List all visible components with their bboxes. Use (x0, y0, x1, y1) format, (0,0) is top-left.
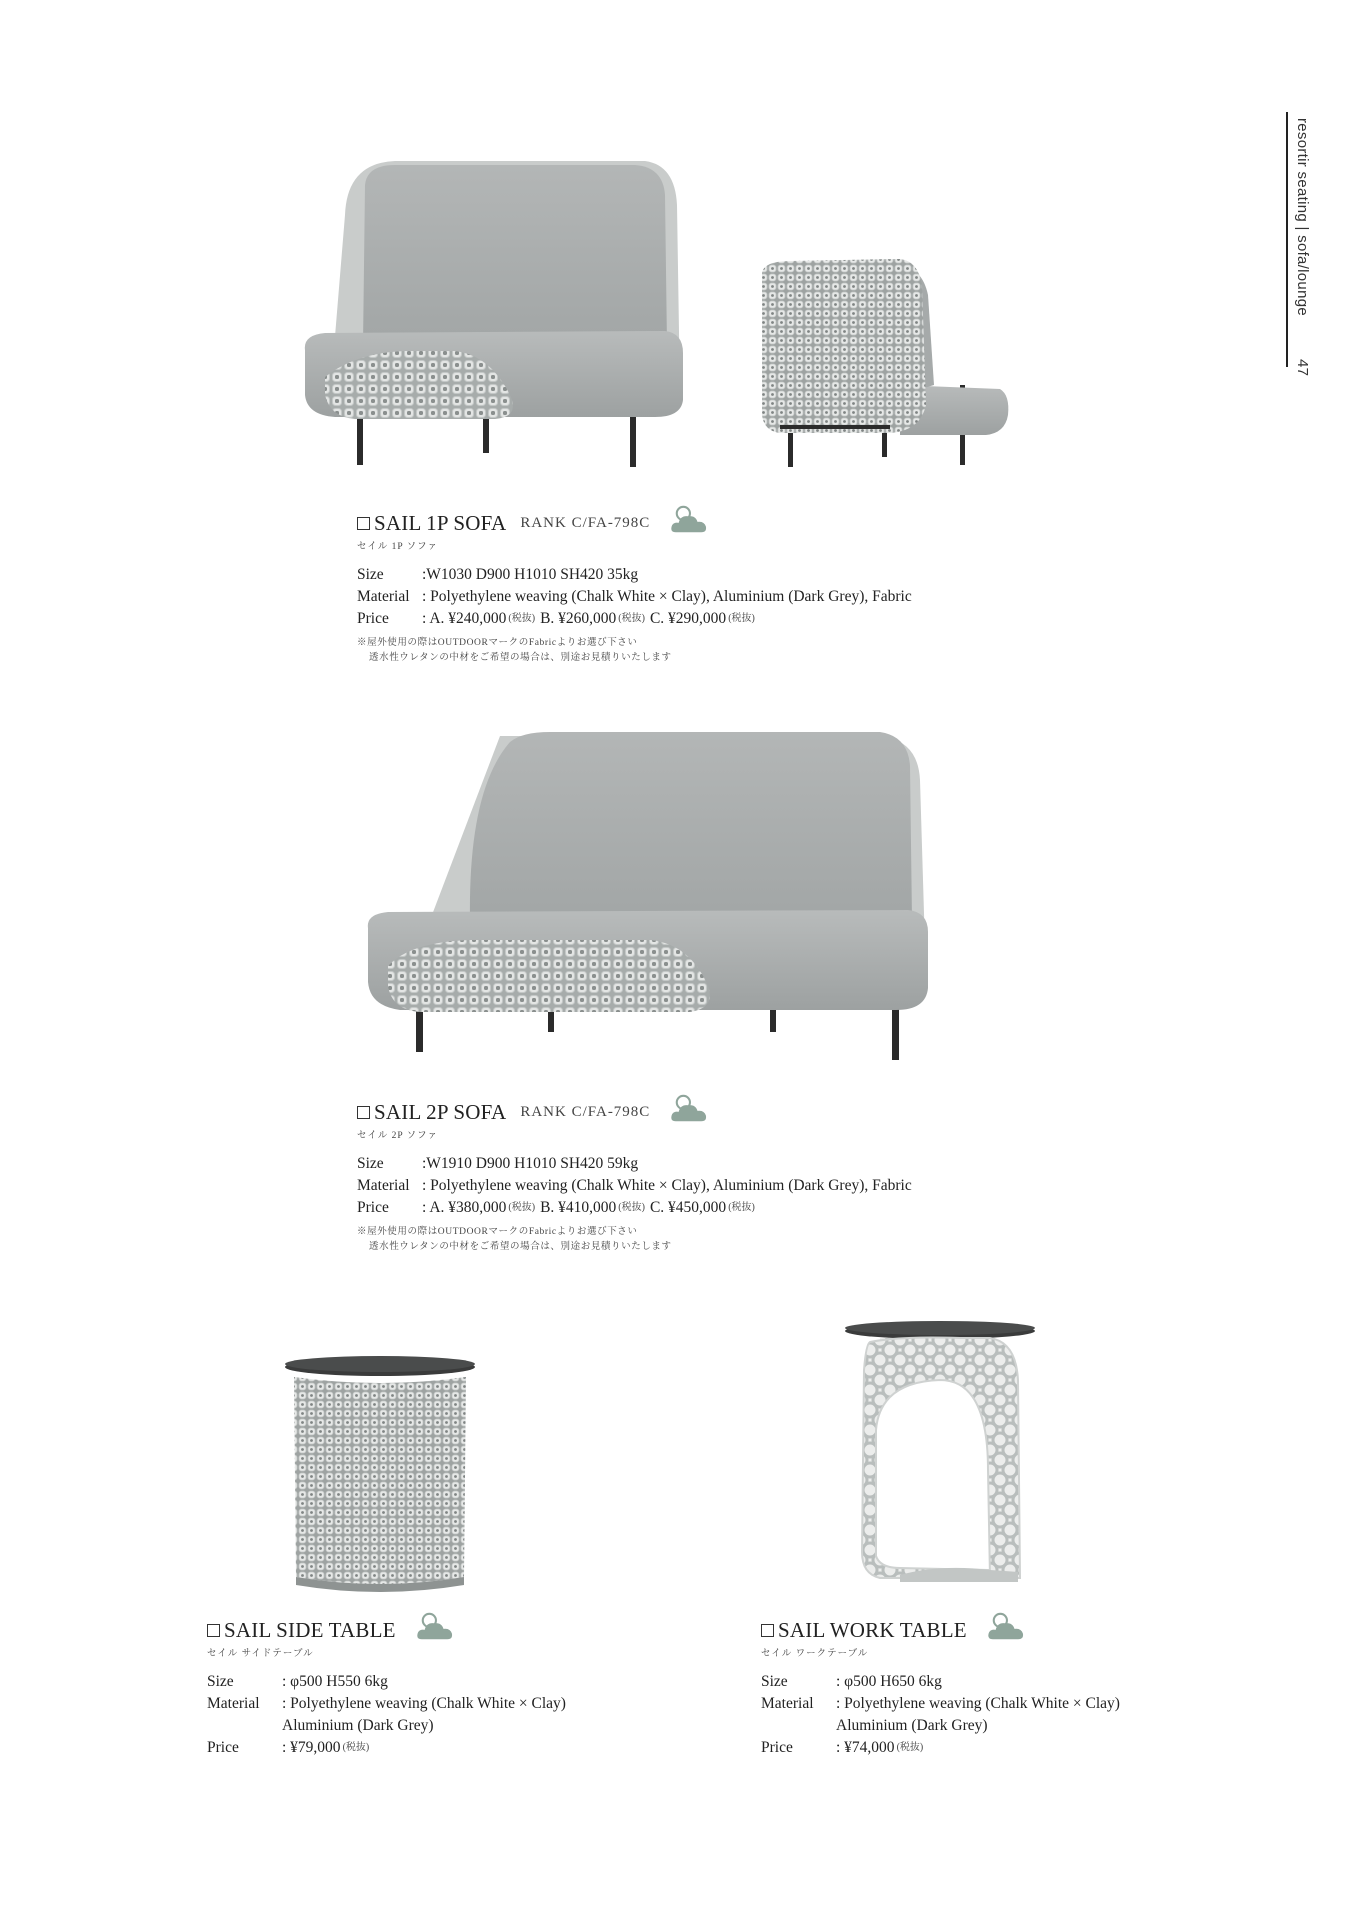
spec-label: Price (357, 610, 389, 627)
price-b: B. ¥410,000 (540, 1199, 617, 1216)
spec-label: Material (207, 1695, 260, 1712)
sail-work-table-image (840, 1320, 1040, 1595)
spec-price (761, 1737, 1120, 1759)
spec-value: : Polyethylene weaving (Chalk White × Clay) (282, 1695, 566, 1712)
note-line: 透水性ウレタンの中材をご希望の場合は、別途お見積りいたします (369, 653, 672, 663)
sail-1p-sofa-back-image (750, 255, 1010, 475)
spec-value: : φ500 H550 6kg (282, 1673, 388, 1690)
checkbox[interactable] (761, 1624, 774, 1637)
side-header (1294, 118, 1311, 376)
price-tax: (税抜) (896, 1742, 924, 1753)
checkbox[interactable] (207, 1624, 220, 1637)
product-rank: RANK C/FA-798C (520, 515, 651, 531)
spec-label: Size (761, 1673, 788, 1690)
product-jp-name: セイル 1P ソファ (357, 542, 438, 552)
spec-material (207, 1693, 566, 1715)
price: : ¥79,000 (282, 1739, 341, 1756)
price-a: : A. ¥380,000 (422, 1199, 507, 1216)
price-tax: (税抜) (342, 1742, 370, 1753)
cloud-sun-icon (416, 1611, 454, 1643)
product-title: SAIL 2P SOFA (374, 1100, 507, 1124)
product-jp-name: セイル ワークテーブル (761, 1649, 869, 1659)
price: : ¥74,000 (836, 1739, 895, 1756)
spec-value: Aluminium (Dark Grey) (282, 1717, 434, 1734)
spec-price (357, 608, 912, 630)
spec-value: : Polyethylene weaving (Chalk White × Clay) (836, 1695, 1120, 1712)
spec-material (357, 1175, 912, 1197)
spec-value: :W1910 D900 H1010 SH420 59kg (422, 1155, 639, 1172)
spec-price (357, 1197, 912, 1219)
spec-label: Price (357, 1199, 389, 1216)
product-jp-name: セイル 2P ソファ (357, 1131, 438, 1141)
price-c: C. ¥290,000 (649, 610, 727, 627)
note-line: ※屋外使用の際はOUTDOORマークのFabricよりお選び下さい (357, 1227, 638, 1237)
cloud-sun-icon (987, 1611, 1025, 1643)
cloud-sun-icon (670, 1093, 708, 1125)
price-tax: (税抜) (618, 1202, 645, 1213)
side-header-text: resortir seating | sofa/lounge (1294, 118, 1311, 317)
sail-1p-sofa-front-image (295, 155, 695, 475)
spec-label: Price (207, 1739, 239, 1756)
product-sail-work-table (761, 1618, 1120, 1759)
spec-material-line2 (207, 1715, 566, 1737)
checkbox[interactable] (357, 517, 370, 530)
product-sail-2p-sofa (357, 1100, 912, 1255)
product-jp-name: セイル サイドテーブル (207, 1649, 314, 1659)
sail-side-table-image (280, 1355, 480, 1595)
spec-size (761, 1671, 1120, 1693)
price-tax: (税抜) (508, 1202, 536, 1213)
spec-label: Size (357, 566, 384, 583)
side-rule (1286, 112, 1288, 367)
price-tax: (税抜) (508, 613, 536, 624)
product-sail-side-table (207, 1618, 566, 1759)
checkbox[interactable] (357, 1106, 370, 1119)
cloud-sun-icon (670, 504, 708, 536)
spec-value: : Polyethylene weaving (Chalk White × Clay), Aluminium (Dark Grey), Fabric (422, 1177, 912, 1194)
page-number: 47 (1294, 358, 1311, 377)
spec-label: Size (357, 1155, 384, 1172)
product-sail-1p-sofa (357, 511, 912, 666)
price-a: : A. ¥240,000 (422, 610, 507, 627)
product-rank: RANK C/FA-798C (520, 1104, 651, 1120)
spec-size (357, 564, 912, 586)
spec-label: Material (357, 588, 410, 605)
note-line: ※屋外使用の際はOUTDOORマークのFabricよりお選び下さい (357, 638, 638, 648)
spec-material-line2 (761, 1715, 1120, 1737)
note-line: 透水性ウレタンの中材をご希望の場合は、別途お見積りいたします (369, 1242, 672, 1252)
spec-label: Material (761, 1695, 814, 1712)
spec-value: : Polyethylene weaving (Chalk White × Clay), Aluminium (Dark Grey), Fabric (422, 588, 912, 605)
price-b: B. ¥260,000 (540, 610, 617, 627)
product-note (357, 1225, 912, 1255)
product-title: SAIL 1P SOFA (374, 511, 507, 535)
product-note (357, 636, 912, 666)
spec-size (357, 1153, 912, 1175)
spec-value: :W1030 D900 H1010 SH420 35kg (422, 566, 639, 583)
sail-2p-sofa-image (360, 730, 960, 1070)
spec-label: Price (761, 1739, 793, 1756)
product-title: SAIL SIDE TABLE (224, 1618, 396, 1642)
spec-value: : φ500 H650 6kg (836, 1673, 942, 1690)
price-tax: (税抜) (728, 1202, 755, 1213)
product-title: SAIL WORK TABLE (778, 1618, 967, 1642)
spec-label: Material (357, 1177, 410, 1194)
spec-material (357, 586, 912, 608)
spec-label: Size (207, 1673, 234, 1690)
spec-value: Aluminium (Dark Grey) (836, 1717, 988, 1734)
spec-price (207, 1737, 566, 1759)
price-tax: (税抜) (618, 613, 645, 624)
price-tax: (税抜) (728, 613, 755, 624)
price-c: C. ¥450,000 (649, 1199, 727, 1216)
spec-size (207, 1671, 566, 1693)
spec-material (761, 1693, 1120, 1715)
